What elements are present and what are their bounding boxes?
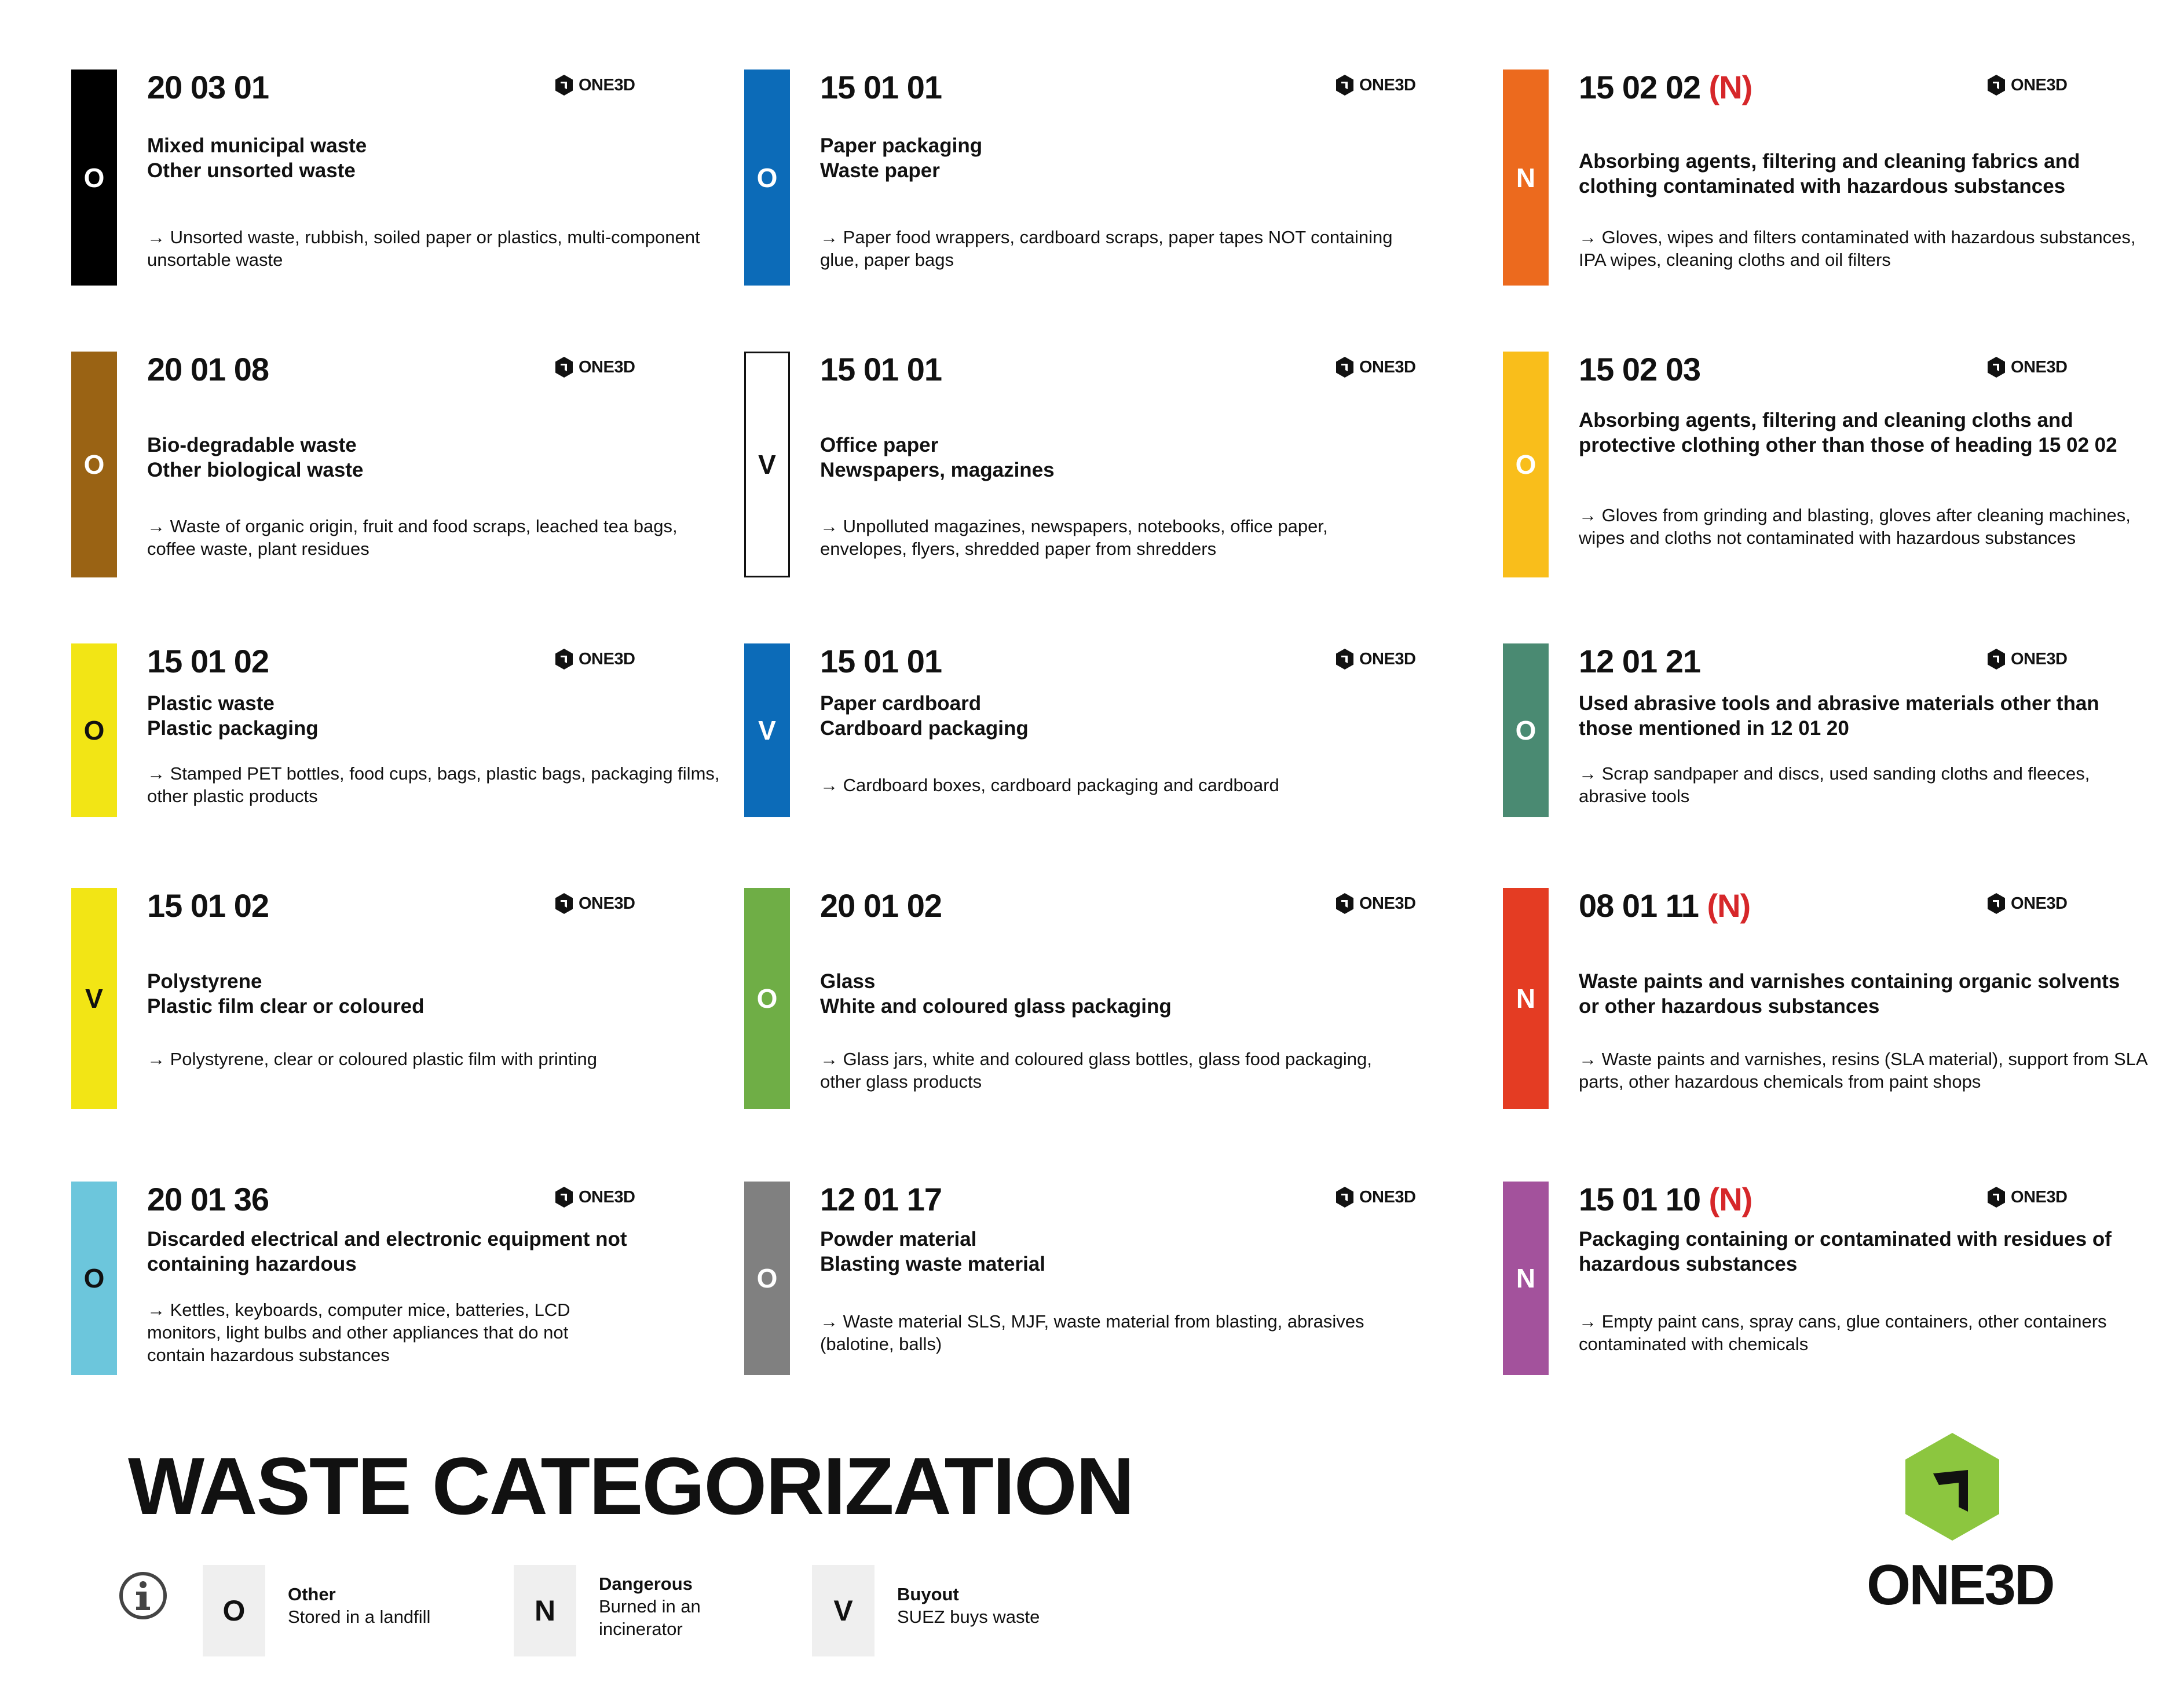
legend-description: SUEZ buys waste (897, 1607, 1040, 1627)
legend-description: Stored in a landfill (288, 1607, 431, 1627)
brand-logo-text: ONE3D (1867, 1553, 2054, 1616)
brand-mark: ONE3D (1986, 1186, 2067, 1208)
category-letter: O (1515, 715, 1536, 745)
waste-description: → Glass jars, white and coloured glass bottles, glass food packaging, other glass products (820, 1049, 1372, 1092)
legend-description: Burned in an incinerator (599, 1596, 701, 1639)
hex-cube-icon (1335, 648, 1355, 670)
hex-cube-icon (1335, 356, 1355, 378)
category-letter: N (1516, 983, 1536, 1014)
waste-description: → Waste material SLS, MJF, waste material from blasting, abrasives (balotine, balls) (820, 1311, 1364, 1354)
hex-cube-icon (554, 648, 574, 670)
brand-mark: ONE3D (1986, 648, 2067, 670)
legend-key-dangerous: N (514, 1565, 576, 1656)
category-letter: O (83, 449, 105, 480)
category-bar (71, 70, 117, 286)
waste-title: Absorbing agents, filtering and cleaning fabrics and clothing contaminated with hazardous substances (1579, 150, 2080, 198)
waste-code: 15 01 02 (147, 643, 269, 679)
waste-code: 20 01 02 (820, 887, 942, 924)
brand-mark: ONE3D (554, 74, 635, 96)
category-letter: V (758, 715, 776, 745)
hex-cube-icon (554, 1186, 574, 1208)
category-bar (1503, 1182, 1549, 1375)
waste-description: → Gloves from grinding and blasting, gloves after cleaning machines, wipes and cloths not contaminated with hazardous substances (1579, 505, 2131, 548)
hex-cube-icon (554, 356, 574, 378)
category-letter: N (1516, 1263, 1536, 1293)
hex-cube-icon (1986, 893, 2006, 915)
hex-cube-icon (1335, 893, 1355, 915)
hex-cube-icon (554, 893, 574, 915)
waste-title: Office paper Newspapers, magazines (820, 434, 1055, 481)
category-bar (1503, 352, 1549, 577)
brand-mark: ONE3D (1335, 893, 1415, 915)
category-letter: V (758, 449, 776, 480)
brand-mark: ONE3D (1986, 356, 2067, 378)
brand-mark: ONE3D (554, 356, 635, 378)
hex-cube-icon (1986, 648, 2006, 670)
waste-title: Packaging containing or contaminated with residues of hazardous substances (1579, 1228, 2112, 1275)
waste-title: Waste paints and varnishes containing organic solvents or other hazardous substances (1579, 970, 2120, 1018)
category-bar (744, 1182, 790, 1375)
waste-description: → Polystyrene, clear or coloured plastic film with printing (147, 1049, 598, 1069)
hazard-marker: (N) (1708, 1181, 1752, 1217)
hex-cube-icon (1903, 1432, 2002, 1542)
category-letter: V (85, 983, 103, 1014)
waste-code: 12 01 21 (1579, 643, 1700, 679)
waste-code: 15 01 01 (820, 351, 942, 387)
legend-item-dangerous (599, 1572, 715, 1640)
hex-cube-icon (1335, 1186, 1355, 1208)
brand-mark: ONE3D (1335, 1186, 1415, 1208)
legend-item-other (288, 1583, 473, 1628)
waste-code: 12 01 17 (820, 1181, 942, 1217)
waste-title: Absorbing agents, filtering and cleaning cloths and protective clothing other than those of heading 15 02 02 (1579, 409, 2117, 456)
waste-description: → Stamped PET bottles, food cups, bags, plastic bags, packaging films, other plastic products (147, 763, 720, 806)
waste-description: → Gloves, wipes and filters contaminated with hazardous substances, IPA wipes, cleaning cloths and oil filters (1579, 227, 2136, 270)
brand-mark: ONE3D (1986, 893, 2067, 915)
waste-code: 15 01 01 (820, 643, 942, 679)
brand-mark: ONE3D (554, 1186, 635, 1208)
waste-code: 15 02 03 (1579, 351, 1700, 387)
waste-code: 08 01 11 (N) (1579, 887, 1751, 924)
waste-code: 15 01 01 (820, 69, 942, 105)
category-letter: O (756, 162, 778, 193)
brand-mark: ONE3D (554, 648, 635, 670)
waste-title: Plastic waste Plastic packaging (147, 692, 319, 740)
waste-title: Glass White and coloured glass packaging (820, 970, 1172, 1018)
waste-description: → Waste of organic origin, fruit and food scraps, leached tea bags, coffee waste, plant residues (147, 516, 678, 559)
category-bar (1503, 70, 1549, 286)
waste-description: → Waste paints and varnishes, resins (SLA material), support from SLA parts, other hazardous chemicals from paint shops (1579, 1049, 2147, 1092)
hex-cube-icon (1986, 1186, 2006, 1208)
hex-cube-icon (554, 74, 574, 96)
waste-title: Powder material Blasting waste material (820, 1228, 1046, 1275)
waste-title: Paper cardboard Cardboard packaging (820, 692, 1029, 740)
category-bar (71, 352, 117, 577)
legend-item-buyout (897, 1583, 1082, 1628)
waste-code: 20 01 08 (147, 351, 269, 387)
waste-description: → Unpolluted magazines, newspapers, notebooks, office paper, envelopes, flyers, shredded paper from shredders (820, 516, 1328, 559)
brand-logo (1877, 1432, 2028, 1542)
waste-title: Discarded electrical and electronic equipment not containing hazardous (147, 1228, 627, 1275)
brand-mark: ONE3D (554, 893, 635, 915)
category-bar (1503, 888, 1549, 1109)
category-letter: O (83, 715, 105, 745)
waste-description: → Unsorted waste, rubbish, soiled paper or plastics, multi-component unsortable waste (147, 227, 700, 270)
category-letter: O (756, 983, 778, 1014)
waste-description: → Scrap sandpaper and discs, used sanding cloths and fleeces, abrasive tools (1579, 763, 2090, 806)
category-bar (744, 352, 790, 577)
hex-cube-icon (1986, 356, 2006, 378)
waste-title: Polystyrene Plastic film clear or coloured (147, 970, 425, 1018)
hazard-marker: (N) (1707, 887, 1751, 924)
waste-title: Mixed municipal waste Other unsorted waste (147, 134, 367, 182)
category-bar (744, 70, 790, 286)
waste-title: Used abrasive tools and abrasive materials other than those mentioned in 12 01 20 (1579, 692, 2099, 740)
legend-title: Other (288, 1584, 336, 1604)
waste-description: → Paper food wrappers, cardboard scraps, paper tapes NOT containing glue, paper bags (820, 227, 1393, 270)
category-letter: O (1515, 449, 1536, 480)
page-title: WASTE CATEGORIZATION (128, 1440, 1133, 1531)
category-letter: O (83, 162, 105, 193)
brand-mark: ONE3D (1986, 74, 2067, 96)
category-bar (71, 1182, 117, 1375)
waste-title: Bio-degradable waste Other biological waste (147, 434, 364, 481)
waste-code: 20 01 36 (147, 1181, 269, 1217)
waste-code: 15 01 02 (147, 887, 269, 924)
category-letter: O (756, 1263, 778, 1293)
category-bar (744, 888, 790, 1109)
hazard-marker: (N) (1708, 69, 1752, 105)
category-letter: O (83, 1263, 105, 1293)
waste-description: → Empty paint cans, spray cans, glue containers, other containers contaminated with chemicals (1579, 1311, 2107, 1354)
waste-code: 20 03 01 (147, 69, 269, 105)
waste-code: 15 01 10 (N) (1579, 1181, 1752, 1217)
legend-key-other: O (203, 1565, 265, 1656)
legend-key-buyout: V (812, 1565, 875, 1656)
category-bar (71, 888, 117, 1109)
category-bar (1503, 643, 1549, 817)
brand-mark: ONE3D (1335, 74, 1415, 96)
waste-title: Paper packaging Waste paper (820, 134, 983, 182)
info-circle-icon (118, 1571, 168, 1621)
legend-title: Buyout (897, 1584, 959, 1604)
category-bar (744, 643, 790, 817)
hex-cube-icon (1986, 74, 2006, 96)
category-letter: N (1516, 162, 1536, 193)
waste-description: → Cardboard boxes, cardboard packaging and cardboard (820, 775, 1279, 795)
brand-mark: ONE3D (1335, 648, 1415, 670)
waste-description: → Kettles, keyboards, computer mice, batteries, LCD monitors, light bulbs and other appliances that do not contain hazardous substances (147, 1300, 570, 1365)
category-bar (71, 643, 117, 817)
hex-cube-icon (1335, 74, 1355, 96)
brand-mark: ONE3D (1335, 356, 1415, 378)
legend-title: Dangerous (599, 1574, 693, 1594)
waste-code: 15 02 02 (N) (1579, 69, 1752, 105)
